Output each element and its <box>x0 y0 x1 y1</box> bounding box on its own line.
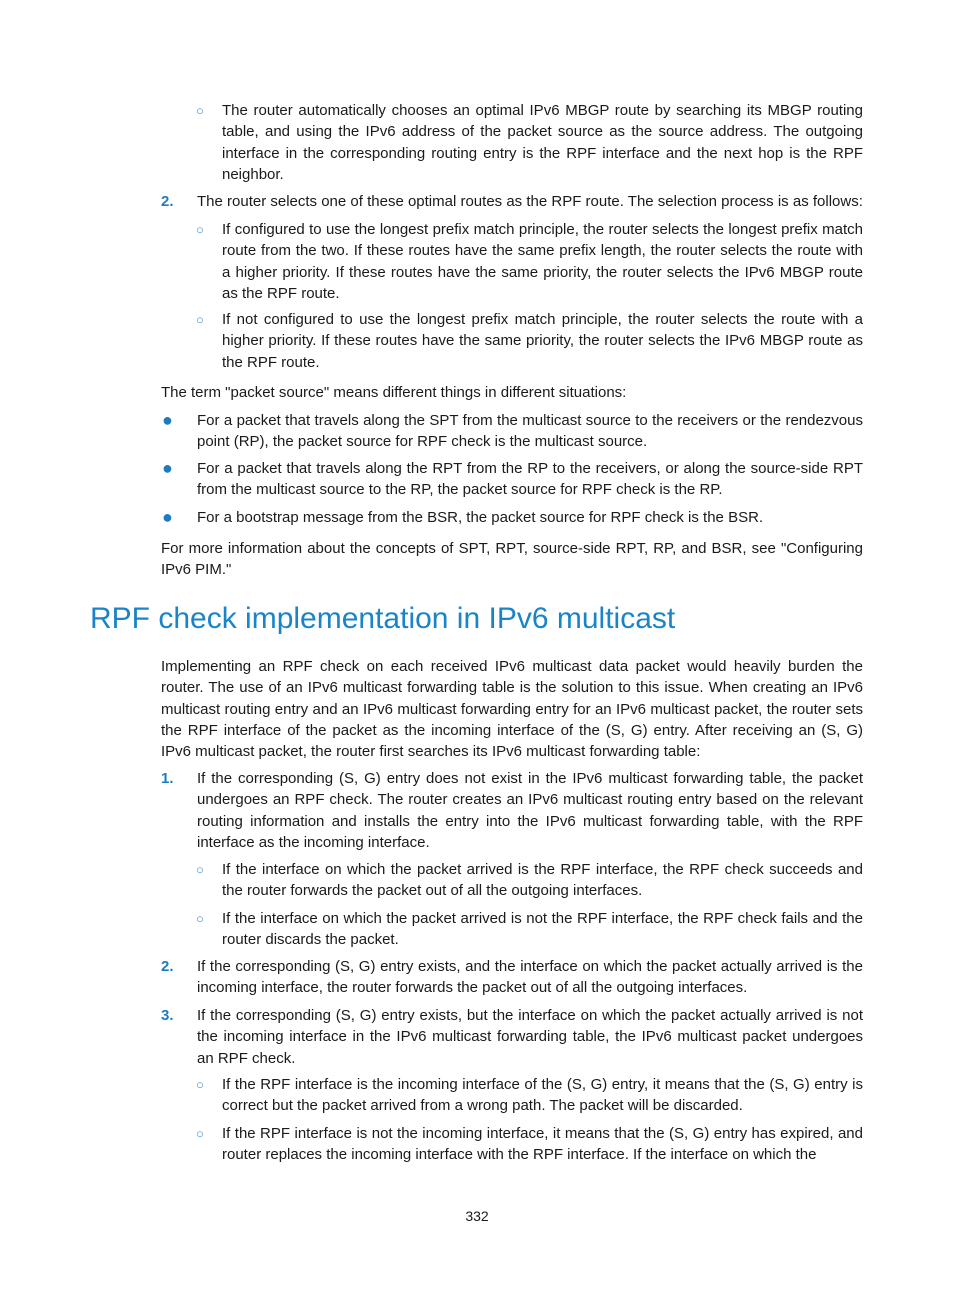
bullet-icon: ● <box>162 507 173 527</box>
page-number: 332 <box>465 1208 489 1224</box>
list-item: If the corresponding (S, G) entry exists, but the interface on which the packet actually arrived is not the incoming interface in the IPv6 multicast forwarding table, the IPv6 multicast packet undergoes an RPF check. <box>197 1007 863 1067</box>
sub-bullet-icon: ○ <box>196 1126 204 1141</box>
list-number: 3. <box>161 1007 174 1024</box>
list-item: If configured to use the longest prefix match principle, the router selects the longest prefix match route from the two. If these routes have the same prefix length, the router selects the route with a higher priority. If these routes have the same priority, the router selects the IPv6 MBGP route as the RPF route. <box>222 221 863 302</box>
bullet-item: For a bootstrap message from the BSR, the packet source for RPF check is the BSR. <box>197 509 764 526</box>
sub-bullet-icon: ○ <box>196 222 204 237</box>
list-item: If not configured to use the longest prefix match principle, the router selects the route with a higher priority. If these routes have the same priority, the router selects the IPv6 MBGP route as the RPF route. <box>222 311 863 371</box>
paragraph: For more information about the concepts of SPT, RPT, source-side RPT, RP, and BSR, see "Configuring IPv6 PIM." <box>161 540 863 579</box>
sub-bullet-icon: ○ <box>196 103 204 118</box>
bullet-item: For a packet that travels along the SPT from the multicast source to the receivers or the rendezvous point (RP), the packet source for RPF check is the multicast source. <box>197 412 863 451</box>
sub-bullet-icon: ○ <box>196 312 204 327</box>
list-number: 2. <box>161 193 174 210</box>
paragraph: The term "packet source" means different things in different situations: <box>161 384 627 401</box>
list-item: If the corresponding (S, G) entry exists, and the interface on which the packet actually arrived is the incoming interface, the router forwards the packet out of all the outgoing interfaces. <box>197 958 863 997</box>
bullet-icon: ● <box>162 410 173 430</box>
list-item: The router selects one of these optimal routes as the RPF route. The selection process is as follows: <box>197 193 863 210</box>
list-number: 2. <box>161 958 174 975</box>
bullet-item: For a packet that travels along the RPT from the RP to the receivers, or along the source-side RPT from the multicast source to the RP, the packet source for RPF check is the RP. <box>197 460 863 499</box>
list-item: If the RPF interface is not the incoming interface, it means that the (S, G) entry has expired, and router replaces the incoming interface with the RPF interface. If the interface on which the <box>222 1125 863 1164</box>
list-item: If the interface on which the packet arrived is the RPF interface, the RPF check succeeds and the router forwards the packet out of all the outgoing interfaces. <box>222 861 863 900</box>
list-item: If the interface on which the packet arrived is not the RPF interface, the RPF check fails and the router discards the packet. <box>222 910 863 949</box>
list-item: If the RPF interface is the incoming interface of the (S, G) entry, it means that the (S, G) entry is correct but the packet arrived from a wrong path. The packet will be discarded. <box>222 1076 863 1115</box>
bullet-icon: ● <box>162 458 173 478</box>
paragraph: Implementing an RPF check on each received IPv6 multicast data packet would heavily burden the router. The use of an IPv6 multicast forwarding table is the solution to this issue. When creating an IPv6 multicast routing entry and an IPv6 multicast forwarding entry for an IPv6 multicast packet, the router sets the RPF interface of the packet as the incoming interface of the (S, G) entry. After receiving an (S, G) IPv6 multicast packet, the router first searches its IPv6 multicast forwarding table: <box>161 658 863 761</box>
section-heading: RPF check implementation in IPv6 multicast <box>90 602 676 635</box>
list-number: 1. <box>161 770 174 787</box>
list-item: The router automatically chooses an optimal IPv6 MBGP route by searching its MBGP routing table, and using the IPv6 address of the packet source as the source address. The outgoing interface in the corresponding routing entry is the RPF interface and the next hop is the RPF neighbor. <box>222 102 863 183</box>
sub-bullet-icon: ○ <box>196 911 204 926</box>
list-item: If the corresponding (S, G) entry does not exist in the IPv6 multicast forwarding table, the packet undergoes an RPF check. The router creates an IPv6 multicast routing entry based on the relevant routing information and installs the entry into the IPv6 multicast forwarding table, with the RPF interface as the incoming interface. <box>197 770 863 851</box>
sub-bullet-icon: ○ <box>196 1077 204 1092</box>
sub-bullet-icon: ○ <box>196 862 204 877</box>
